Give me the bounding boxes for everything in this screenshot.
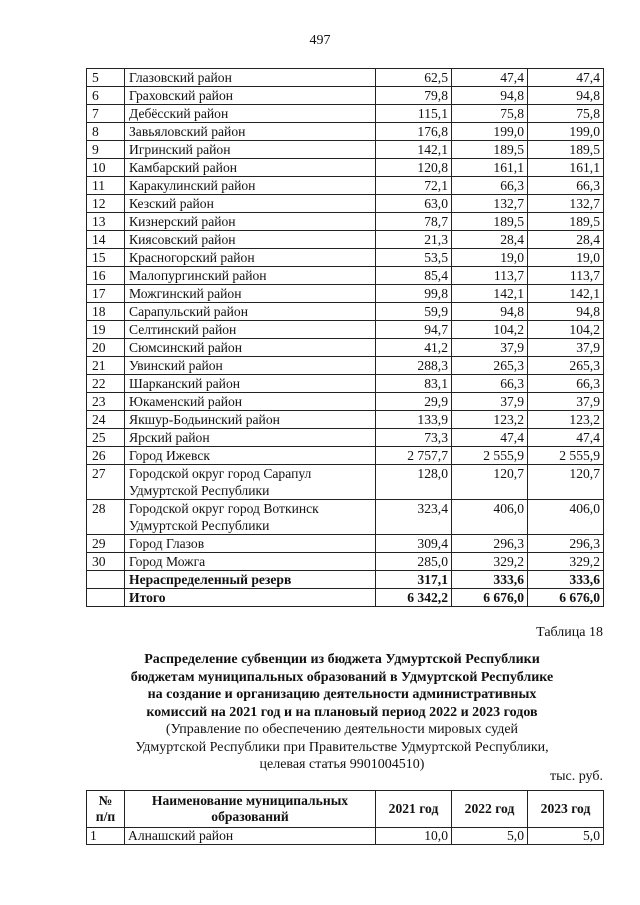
row-name: Глазовский район bbox=[125, 69, 376, 87]
table-18 bbox=[86, 790, 604, 845]
table-row bbox=[87, 87, 604, 105]
subtitle-line: целевая статья 9901004510) bbox=[259, 757, 425, 772]
value-2022: 296,3 bbox=[452, 535, 528, 553]
value-2022: 75,8 bbox=[452, 105, 528, 123]
row-name: Кезский район bbox=[125, 195, 376, 213]
row-number: 27 bbox=[87, 465, 125, 500]
value-2023: 47,4 bbox=[528, 69, 604, 87]
row-number: 9 bbox=[87, 141, 125, 159]
row-number: 22 bbox=[87, 375, 125, 393]
header-2023: 2023 год bbox=[528, 791, 604, 828]
table-row bbox=[87, 69, 604, 87]
value-2021: 41,2 bbox=[376, 339, 452, 357]
header-row bbox=[87, 791, 604, 828]
row-name: Дебёсский район bbox=[125, 105, 376, 123]
value-2022: 189,5 bbox=[452, 141, 528, 159]
row-number: 12 bbox=[87, 195, 125, 213]
value-2023: 333,6 bbox=[528, 571, 604, 589]
value-2023: 37,9 bbox=[528, 393, 604, 411]
units-label: тыс. руб. bbox=[550, 769, 603, 784]
table-row bbox=[87, 571, 604, 589]
value-2023: 296,3 bbox=[528, 535, 604, 553]
row-name: Селтинский район bbox=[125, 321, 376, 339]
page-number: 497 bbox=[309, 33, 331, 48]
value-2021: 10,0 bbox=[376, 828, 452, 845]
row-number: 28 bbox=[87, 500, 125, 535]
row-number: 25 bbox=[87, 429, 125, 447]
table-row bbox=[87, 589, 604, 607]
value-2022: 5,0 bbox=[452, 828, 528, 845]
row-number: 21 bbox=[87, 357, 125, 375]
row-number: 16 bbox=[87, 267, 125, 285]
value-2023: 75,8 bbox=[528, 105, 604, 123]
value-2022: 113,7 bbox=[452, 267, 528, 285]
value-2021: 29,9 bbox=[376, 393, 452, 411]
value-2022: 329,2 bbox=[452, 553, 528, 571]
table-row bbox=[87, 213, 604, 231]
table-row bbox=[87, 535, 604, 553]
value-2021: 285,0 bbox=[376, 553, 452, 571]
value-2023: 265,3 bbox=[528, 357, 604, 375]
value-2022: 37,9 bbox=[452, 339, 528, 357]
value-2022: 104,2 bbox=[452, 321, 528, 339]
table-row bbox=[87, 339, 604, 357]
value-2023: 329,2 bbox=[528, 553, 604, 571]
row-number: 5 bbox=[87, 69, 125, 87]
value-2021: 53,5 bbox=[376, 249, 452, 267]
row-name: Малопургинский район bbox=[125, 267, 376, 285]
row-number: 6 bbox=[87, 87, 125, 105]
header-2022: 2022 год bbox=[452, 791, 528, 828]
table-row bbox=[87, 357, 604, 375]
row-name: Город Можга bbox=[125, 553, 376, 571]
row-name: Кизнерский район bbox=[125, 213, 376, 231]
row-number: 30 bbox=[87, 553, 125, 571]
main-table-body bbox=[87, 69, 604, 607]
row-name: Городской округ город Сарапул Удмуртской Республики bbox=[125, 465, 376, 500]
header-number: № п/п bbox=[87, 791, 125, 828]
value-2022: 199,0 bbox=[452, 123, 528, 141]
value-2021: 120,8 bbox=[376, 159, 452, 177]
value-2023: 132,7 bbox=[528, 195, 604, 213]
title-line: комиссий на 2021 год и на плановый период 2022 и 2023 годов bbox=[146, 704, 538, 720]
value-2023: 199,0 bbox=[528, 123, 604, 141]
value-2022: 37,9 bbox=[452, 393, 528, 411]
table-row bbox=[87, 195, 604, 213]
value-2021: 317,1 bbox=[376, 571, 452, 589]
row-number: 23 bbox=[87, 393, 125, 411]
row-number: 10 bbox=[87, 159, 125, 177]
row-number: 8 bbox=[87, 123, 125, 141]
value-2022: 66,3 bbox=[452, 375, 528, 393]
subtitle-line: (Управление по обеспечению деятельности мировых судей bbox=[165, 722, 519, 737]
value-2021: 323,4 bbox=[376, 500, 452, 535]
row-number: 19 bbox=[87, 321, 125, 339]
value-2023: 66,3 bbox=[528, 177, 604, 195]
value-2021: 72,1 bbox=[376, 177, 452, 195]
value-2021: 73,3 bbox=[376, 429, 452, 447]
value-2023: 37,9 bbox=[528, 339, 604, 357]
value-2023: 123,2 bbox=[528, 411, 604, 429]
table-row bbox=[87, 828, 604, 845]
value-2023: 189,5 bbox=[528, 141, 604, 159]
value-2021: 115,1 bbox=[376, 105, 452, 123]
row-name: Увинский район bbox=[125, 357, 376, 375]
value-2023: 6 676,0 bbox=[528, 589, 604, 607]
table-18-body bbox=[87, 828, 604, 845]
row-number bbox=[87, 571, 125, 589]
table-row bbox=[87, 231, 604, 249]
value-2021: 83,1 bbox=[376, 375, 452, 393]
table-row bbox=[87, 447, 604, 465]
table-row bbox=[87, 429, 604, 447]
table-row bbox=[87, 249, 604, 267]
value-2021: 62,5 bbox=[376, 69, 452, 87]
row-name: Ярский район bbox=[125, 429, 376, 447]
row-name: Сарапульский район bbox=[125, 303, 376, 321]
table-row bbox=[87, 177, 604, 195]
row-number: 15 bbox=[87, 249, 125, 267]
table-row bbox=[87, 321, 604, 339]
row-name: Камбарский район bbox=[125, 159, 376, 177]
value-2022: 265,3 bbox=[452, 357, 528, 375]
value-2022: 161,1 bbox=[452, 159, 528, 177]
value-2022: 47,4 bbox=[452, 429, 528, 447]
table-row bbox=[87, 123, 604, 141]
value-2023: 94,8 bbox=[528, 87, 604, 105]
value-2021: 99,8 bbox=[376, 285, 452, 303]
row-number: 24 bbox=[87, 411, 125, 429]
value-2023: 2 555,9 bbox=[528, 447, 604, 465]
row-number: 29 bbox=[87, 535, 125, 553]
row-name: Городской округ город Воткинск Удмуртской Республики bbox=[125, 500, 376, 535]
value-2022: 132,7 bbox=[452, 195, 528, 213]
value-2022: 19,0 bbox=[452, 249, 528, 267]
value-2021: 288,3 bbox=[376, 357, 452, 375]
table-row bbox=[87, 267, 604, 285]
row-name: Нераспределенный резерв bbox=[125, 571, 376, 589]
value-2022: 120,7 bbox=[452, 465, 528, 500]
row-name: Город Ижевск bbox=[125, 447, 376, 465]
value-2022: 6 676,0 bbox=[452, 589, 528, 607]
main-table bbox=[86, 68, 604, 607]
row-name: Красногорский район bbox=[125, 249, 376, 267]
table-row bbox=[87, 105, 604, 123]
row-name: Можгинский район bbox=[125, 285, 376, 303]
value-2023: 28,4 bbox=[528, 231, 604, 249]
value-2023: 142,1 bbox=[528, 285, 604, 303]
value-2023: 47,4 bbox=[528, 429, 604, 447]
value-2022: 28,4 bbox=[452, 231, 528, 249]
row-name: Итого bbox=[125, 589, 376, 607]
subtitle-line: Удмуртской Республики при Правительстве Удмуртской Республики, bbox=[135, 739, 549, 755]
value-2021: 94,7 bbox=[376, 321, 452, 339]
value-2021: 176,8 bbox=[376, 123, 452, 141]
table-row bbox=[87, 465, 604, 500]
row-number bbox=[87, 589, 125, 607]
value-2023: 406,0 bbox=[528, 500, 604, 535]
value-2021: 128,0 bbox=[376, 465, 452, 500]
table-title bbox=[80, 651, 604, 774]
value-2021: 59,9 bbox=[376, 303, 452, 321]
table-row bbox=[87, 159, 604, 177]
value-2021: 63,0 bbox=[376, 195, 452, 213]
row-name: Шарканский район bbox=[125, 375, 376, 393]
row-name: Игринский район bbox=[125, 141, 376, 159]
value-2022: 189,5 bbox=[452, 213, 528, 231]
value-2022: 94,8 bbox=[452, 87, 528, 105]
header-name: Наименование муниципальных образований bbox=[125, 791, 376, 828]
table-row bbox=[87, 500, 604, 535]
table-row bbox=[87, 141, 604, 159]
value-2022: 142,1 bbox=[452, 285, 528, 303]
value-2022: 123,2 bbox=[452, 411, 528, 429]
value-2022: 2 555,9 bbox=[452, 447, 528, 465]
value-2021: 79,8 bbox=[376, 87, 452, 105]
value-2021: 6 342,2 bbox=[376, 589, 452, 607]
value-2023: 161,1 bbox=[528, 159, 604, 177]
value-2022: 406,0 bbox=[452, 500, 528, 535]
row-name: Алнашский район bbox=[125, 828, 376, 845]
value-2022: 333,6 bbox=[452, 571, 528, 589]
value-2023: 113,7 bbox=[528, 267, 604, 285]
table-row bbox=[87, 393, 604, 411]
value-2022: 94,8 bbox=[452, 303, 528, 321]
value-2023: 94,8 bbox=[528, 303, 604, 321]
table-row bbox=[87, 375, 604, 393]
title-line: на создание и организацию деятельности административных bbox=[147, 687, 537, 702]
value-2023: 120,7 bbox=[528, 465, 604, 500]
row-name: Сюмсинский район bbox=[125, 339, 376, 357]
row-name: Киясовский район bbox=[125, 231, 376, 249]
row-name: Город Глазов bbox=[125, 535, 376, 553]
row-number: 17 bbox=[87, 285, 125, 303]
table-row bbox=[87, 303, 604, 321]
title-line: бюджетам муниципальных образований в Удмуртской Республике bbox=[130, 669, 554, 685]
value-2023: 5,0 bbox=[528, 828, 604, 845]
title-line: Распределение субвенции из бюджета Удмуртской Республики bbox=[144, 652, 540, 667]
row-name: Завьяловский район bbox=[125, 123, 376, 141]
value-2023: 104,2 bbox=[528, 321, 604, 339]
row-number: 13 bbox=[87, 213, 125, 231]
value-2022: 47,4 bbox=[452, 69, 528, 87]
row-number: 1 bbox=[87, 828, 125, 845]
table-row bbox=[87, 411, 604, 429]
value-2021: 309,4 bbox=[376, 535, 452, 553]
row-number: 20 bbox=[87, 339, 125, 357]
value-2021: 85,4 bbox=[376, 267, 452, 285]
table-row bbox=[87, 285, 604, 303]
row-number: 14 bbox=[87, 231, 125, 249]
value-2021: 142,1 bbox=[376, 141, 452, 159]
row-name: Каракулинский район bbox=[125, 177, 376, 195]
value-2021: 2 757,7 bbox=[376, 447, 452, 465]
header-2021: 2021 год bbox=[376, 791, 452, 828]
row-number: 11 bbox=[87, 177, 125, 195]
value-2023: 19,0 bbox=[528, 249, 604, 267]
row-number: 7 bbox=[87, 105, 125, 123]
row-name: Граховский район bbox=[125, 87, 376, 105]
row-number: 26 bbox=[87, 447, 125, 465]
table-label: Таблица 18 bbox=[536, 625, 603, 640]
value-2021: 133,9 bbox=[376, 411, 452, 429]
table-row bbox=[87, 553, 604, 571]
row-number: 18 bbox=[87, 303, 125, 321]
value-2021: 21,3 bbox=[376, 231, 452, 249]
value-2021: 78,7 bbox=[376, 213, 452, 231]
value-2023: 189,5 bbox=[528, 213, 604, 231]
value-2022: 66,3 bbox=[452, 177, 528, 195]
row-name: Юкаменский район bbox=[125, 393, 376, 411]
value-2023: 66,3 bbox=[528, 375, 604, 393]
row-name: Якшур-Бодьинский район bbox=[125, 411, 376, 429]
